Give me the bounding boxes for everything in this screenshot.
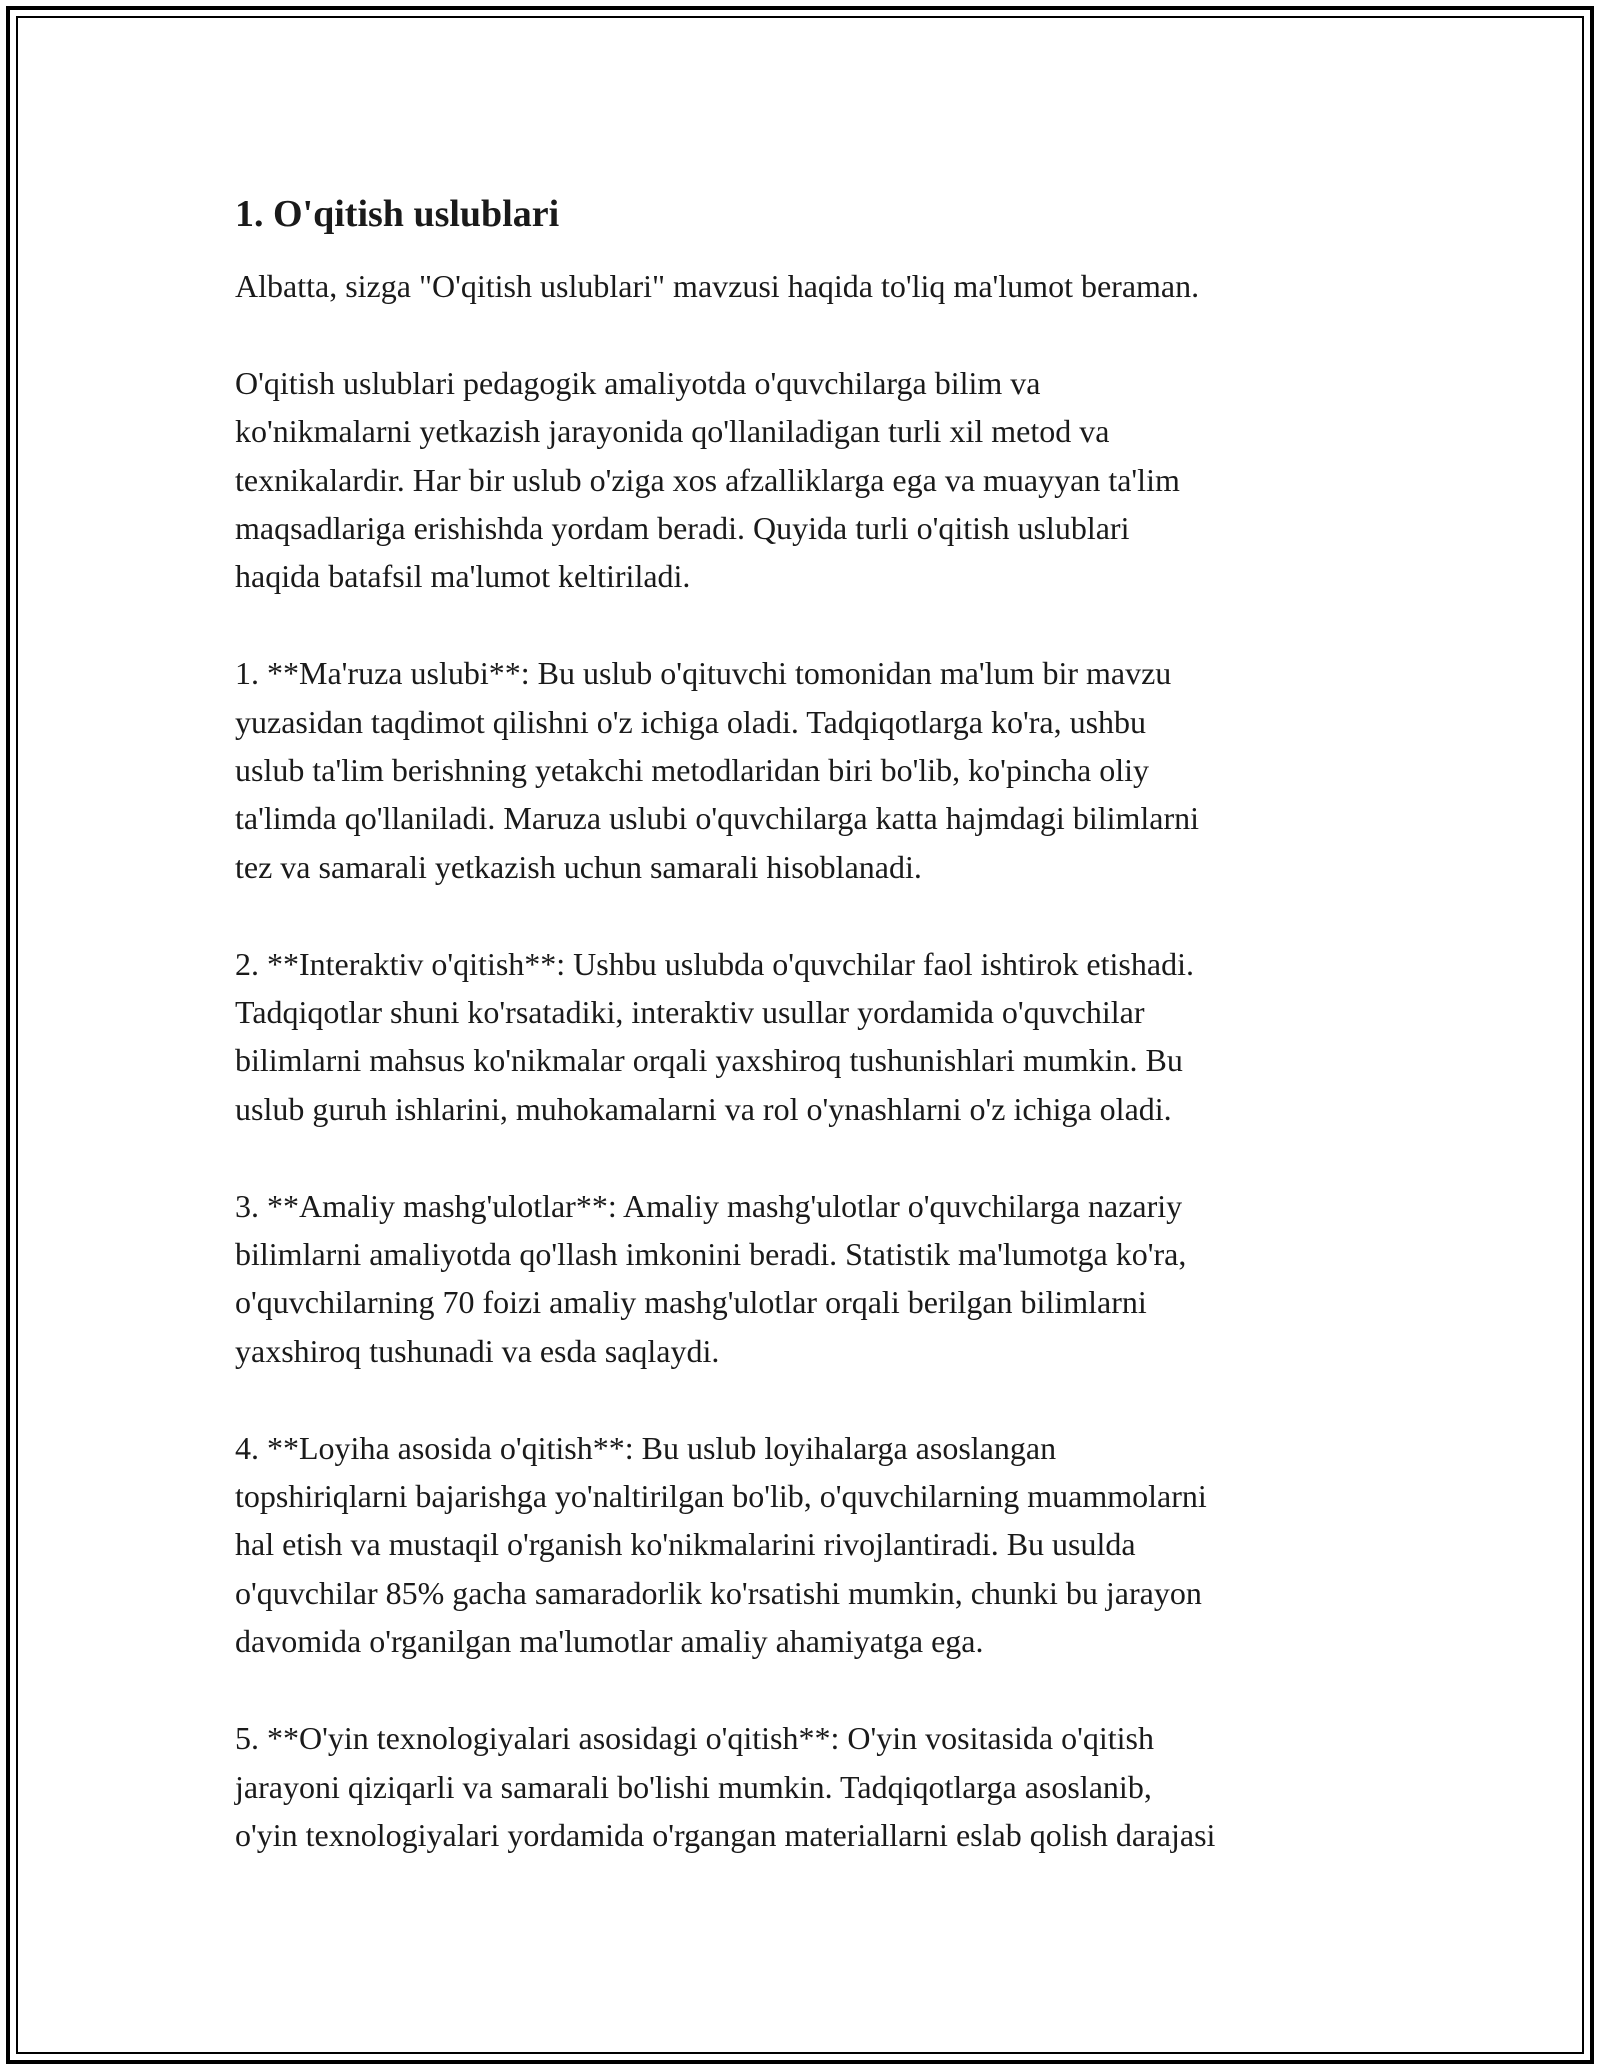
paragraph-line: jarayoni qiziqarli va samarali bo'lishi mumkin. Tadqiqotlarga asoslanib,: [235, 1768, 1152, 1805]
paragraph-line: 4. **Loyiha asosida o'qitish**: Bu uslub loyihalarga asoslangan: [235, 1429, 1057, 1466]
paragraph: [235, 649, 1375, 891]
paragraph-line: yuzasidan taqdimot qilishni o'z ichiga oladi. Tadqiqotlarga ko'ra, ushbu: [235, 703, 1147, 740]
paragraph: [235, 359, 1375, 601]
paragraph-line: yaxshiroq tushunadi va esda saqlaydi.: [235, 1332, 720, 1369]
paragraph-line: davomida o'rganilgan ma'lumotlar amaliy ahamiyatga ega.: [235, 1623, 984, 1660]
paragraph-line: bilimlarni amaliyotda qo'llash imkonini beradi. Statistik ma'lumotga ko'ra,: [235, 1236, 1187, 1273]
paragraph-line: texnikalardir. Har bir uslub o'ziga xos afzalliklarga ega va muayyan ta'lim: [235, 461, 1180, 498]
paragraph: [235, 1714, 1375, 1859]
paragraph-line: ta'limda qo'llaniladi. Maruza uslubi o'quvchilarga katta hajmdagi bilimlarni: [235, 800, 1200, 837]
paragraph-line: Tadqiqotlar shuni ko'rsatadiki, interaktiv usullar yordamida o'quvchilar: [235, 994, 1145, 1031]
paragraph: [235, 1182, 1375, 1376]
paragraph-list: [235, 262, 1375, 1859]
paragraph-line: hal etish va mustaqil o'rganish ko'nikmalarini rivojlantiradi. Bu usulda: [235, 1526, 1136, 1563]
paragraph-line: 3. **Amaliy mashg'ulotlar**: Amaliy mashg'ulotlar o'quvchilarga nazariy: [235, 1187, 1183, 1224]
paragraph-line: Albatta, sizga "O'qitish uslublari" mavzusi haqida to'liq ma'lumot beraman.: [235, 268, 1200, 304]
paragraph-line: ko'nikmalarni yetkazish jarayonida qo'llaniladigan turli xil metod va: [235, 413, 1110, 450]
paragraph-line: bilimlarni mahsus ko'nikmalar orqali yaxshiroq tushunishlari mumkin. Bu: [235, 1042, 1183, 1079]
paragraph-line: o'yin texnologiyalari yordamida o'rgangan materiallarni eslab qolish darajasi: [235, 1816, 1216, 1853]
paragraph-line: 5. **O'yin texnologiyalari asosidagi o'qitish**: O'yin vositasida o'qitish: [235, 1720, 1154, 1757]
paragraph-line: 1. **Ma'ruza uslubi**: Bu uslub o'qituvchi tomonidan ma'lum bir mavzu: [235, 655, 1172, 692]
paragraph-line: O'qitish uslublari pedagogik amaliyotda o'quvchilarga bilim va: [235, 364, 1041, 401]
document-title: 1. O'qitish uslublari: [235, 193, 560, 235]
paragraph-line: uslub guruh ishlarini, muhokamalarni va rol o'ynashlarni o'z ichiga oladi.: [235, 1090, 1172, 1127]
paragraph-line: o'quvchilar 85% gacha samaradorlik ko'rsatishi mumkin, chunki bu jarayon: [235, 1574, 1202, 1611]
paragraph-line: haqida batafsil ma'lumot keltiriladi.: [235, 558, 691, 595]
paragraph-line: uslub ta'lim berishning yetakchi metodlaridan biri bo'lib, ko'pincha oliy: [235, 752, 1150, 789]
paragraph-line: topshiriqlarni bajarishga yo'naltirilgan bo'lib, o'quvchilarning muammolarni: [235, 1478, 1207, 1515]
paragraph-line: 2. **Interaktiv o'qitish**: Ushbu uslubda o'quvchilar faol ishtirok etishadi.: [235, 945, 1194, 982]
paragraph: [235, 940, 1375, 1134]
paragraph-line: maqsadlariga erishishda yordam beradi. Quyida turli o'qitish uslublari: [235, 510, 1130, 547]
paragraph: [235, 1424, 1375, 1666]
document-body: [235, 186, 1375, 1908]
paragraph-line: tez va samarali yetkazish uchun samarali hisoblanadi.: [235, 848, 922, 885]
paragraph: [235, 262, 1375, 310]
paragraph-line: o'quvchilarning 70 foizi amaliy mashg'ulotlar orqali berilgan bilimlarni: [235, 1284, 1147, 1321]
